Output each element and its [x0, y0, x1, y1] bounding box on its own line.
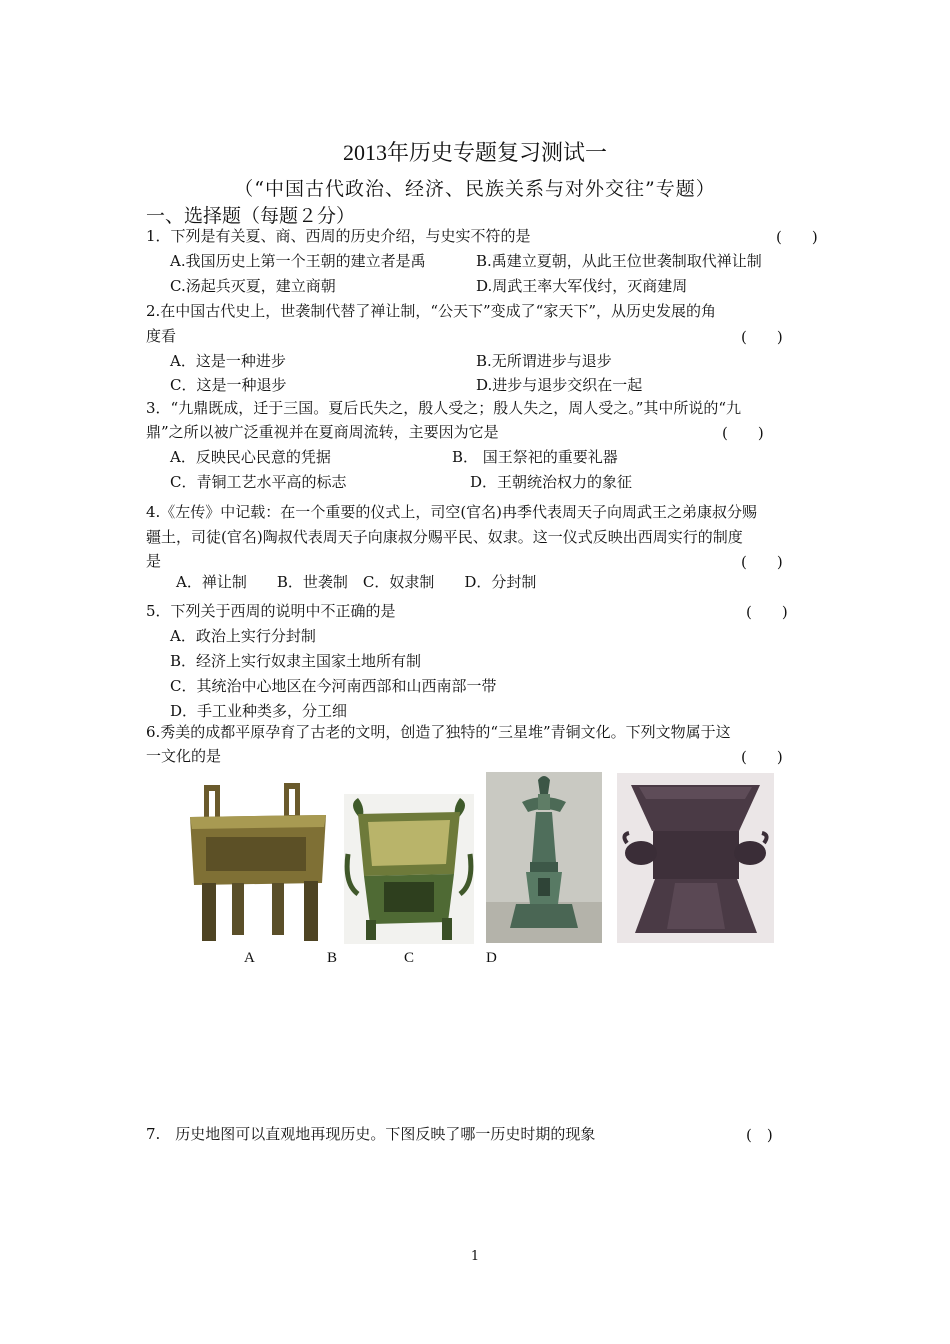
q3-option-a: A．反映民心民意的凭据: [170, 448, 331, 466]
q3-stem-line1: 3．“九鼎既成，迁于三国。夏后氏失之，殷人受之；殷人失之，周人受之。”其中所说的“九: [146, 399, 742, 417]
q1-option-b: B.禹建立夏朝，从此王位世袭制取代禅让制: [476, 252, 762, 270]
bronze-figure-image: [486, 772, 602, 943]
q3-option-d: D．王朝统治权力的象征: [470, 473, 633, 491]
q7-answer-paren: ( ): [746, 1126, 773, 1144]
q1-option-d: D.周武王率大军伐纣，灭商建周: [476, 277, 688, 295]
q4-stem-line2: 疆土，司徒(官名)陶叔代表周天子向康叔分赐平民、奴隶。这一仪式反映出西周实行的制度: [146, 528, 743, 546]
section-heading: 一、选择题（每题２分）: [146, 205, 356, 227]
q6-stem-line1: 6.秀美的成都平原孕育了古老的文明，创造了独特的“三星堆”青铜文化。下列文物属于这: [146, 723, 731, 741]
q5-option-c: C．其统治中心地区在今河南西部和山西南部一带: [170, 677, 497, 695]
q6-answer-paren: ( ): [741, 748, 783, 766]
q5-answer-paren: ( ): [746, 603, 788, 621]
q3-answer-paren: ( ): [722, 424, 764, 442]
q2-answer-paren: ( ): [741, 328, 783, 346]
q1-option-c: C.汤起兵灭夏，建立商朝: [170, 277, 336, 295]
q2-option-c: C．这是一种退步: [170, 376, 287, 394]
q5-stem: 5．下列关于西周的说明中不正确的是: [146, 602, 396, 620]
q6-label-a: A: [244, 950, 255, 966]
q6-stem-line2: 一文化的是: [146, 747, 222, 765]
q4-stem-line1: 4.《左传》中记载：在一个重要的仪式上，司空(官名)冉季代表周天子向周武王之弟康叔分赐: [146, 503, 758, 521]
page-subtitle: （“中国古代政治、经济、民族关系与对外交往”专题）: [234, 178, 716, 200]
q6-label-b: B: [327, 950, 338, 966]
q4-stem-line3: 是: [146, 552, 162, 570]
q1-answer-paren: ( ): [776, 228, 818, 246]
q5-option-b: B．经济上实行奴隶主国家土地所有制: [170, 652, 422, 670]
q2-option-b: B.无所谓进步与退步: [476, 352, 612, 370]
q2-option-d: D.进步与退步交织在一起: [476, 376, 643, 394]
q2-stem-line2: 度看: [146, 327, 177, 345]
q4-answer-paren: ( ): [741, 553, 783, 571]
q4-options: A．禅让制 B．世袭制 C．奴隶制 D．分封制: [176, 573, 537, 591]
q3-option-b: B． 国王祭祀的重要礼器: [452, 448, 618, 466]
bronze-ding-image: [186, 783, 330, 945]
q3-stem-line2: 鼎”之所以被广泛重视并在夏商周流转，主要因为它是: [146, 423, 499, 441]
green-bronze-vessel-image: [344, 794, 474, 944]
q6-label-c: C: [404, 950, 415, 966]
bronze-zun-image: [617, 773, 774, 943]
q5-option-d: D．手工业种类多，分工细: [170, 702, 348, 720]
q6-label-d: D: [486, 950, 497, 966]
page-number: 1: [470, 1249, 480, 1264]
q2-stem-line1: 2.在中国古代史上，世袭制代替了禅让制，“公天下”变成了“家天下”，从历史发展的角: [146, 302, 716, 320]
q7-stem: 7. 历史地图可以直观地再现历史。下图反映了哪一历史时期的现象: [146, 1125, 596, 1143]
q5-option-a: A．政治上实行分封制: [170, 627, 316, 645]
q3-option-c: C．青铜工艺水平高的标志: [170, 473, 347, 491]
q1-option-a: A.我国历史上第一个王朝的建立者是禹: [170, 252, 426, 270]
q1-stem: 1．下列是有关夏、商、西周的历史介绍，与史实不符的是: [146, 227, 531, 245]
page-title: 2013年历史专题复习测试一: [342, 140, 607, 165]
q2-option-a: A．这是一种进步: [170, 352, 286, 370]
